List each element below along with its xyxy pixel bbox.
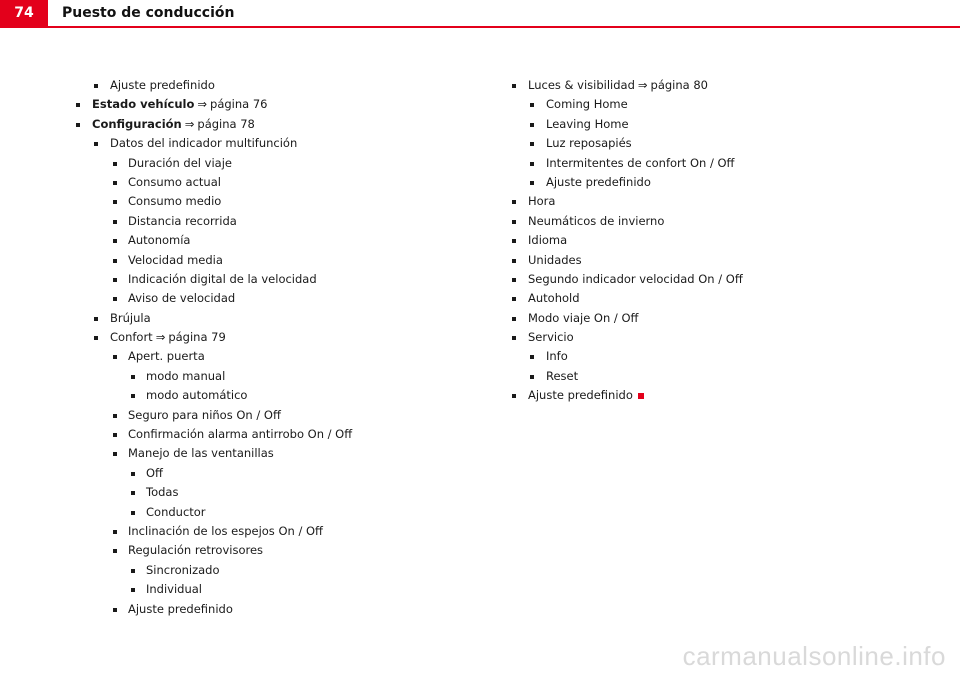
page-title: Puesto de conducción	[62, 5, 235, 21]
right-column	[512, 76, 912, 406]
bullet-icon	[530, 375, 534, 379]
list-item-label: Confort	[110, 330, 153, 345]
bullet-icon	[94, 317, 98, 321]
list-item-label: Modo viaje On / Off	[528, 310, 639, 325]
bullet-icon	[131, 375, 135, 379]
list-item-label: Configuración	[92, 116, 182, 131]
list-item-label: Idioma	[528, 233, 568, 248]
arrow-right-icon: ⇒	[155, 330, 166, 345]
list-item	[76, 309, 456, 328]
list-item	[76, 251, 456, 270]
list-item-label: Off	[146, 465, 163, 480]
bullet-icon	[530, 355, 534, 359]
list-item-text	[546, 97, 628, 111]
list-item	[76, 483, 456, 502]
bullet-icon	[113, 200, 117, 204]
list-item-label: Leaving Home	[546, 116, 629, 131]
list-item-label: Coming Home	[546, 97, 628, 112]
arrow-right-icon: ⇒	[197, 97, 208, 112]
list-item	[76, 386, 456, 405]
list-item-label: Segundo indicador velocidad On / Off	[528, 271, 743, 286]
list-item-text	[128, 175, 221, 189]
list-item	[76, 541, 456, 560]
list-item-label: Inclinación de los espejos On / Off	[128, 523, 323, 538]
list-item-label: Sincronizado	[146, 562, 220, 577]
bullet-icon	[512, 200, 516, 204]
bullet-icon	[94, 336, 98, 340]
list-item	[512, 192, 912, 211]
list-item	[76, 192, 456, 211]
bullet-icon	[131, 394, 135, 398]
bullet-icon	[512, 297, 516, 301]
list-item-text	[110, 136, 297, 150]
list-item	[512, 115, 912, 134]
list-item-text	[546, 117, 629, 131]
list-item	[76, 76, 456, 95]
list-item	[76, 115, 456, 134]
list-item-label: Autonomía	[128, 233, 191, 248]
list-item-label: Ajuste predefinido	[546, 174, 651, 189]
list-item	[76, 561, 456, 580]
bullet-icon	[113, 530, 117, 534]
page-reference: página 78	[197, 116, 255, 131]
bullet-icon	[113, 355, 117, 359]
list-item	[512, 347, 912, 366]
list-item	[512, 270, 912, 289]
list-item-text	[528, 78, 708, 92]
list-item-label: Servicio	[528, 330, 574, 345]
list-item-text	[528, 291, 580, 305]
bullet-icon	[94, 142, 98, 146]
bullet-icon	[131, 511, 135, 515]
list-item-text	[146, 466, 163, 480]
arrow-right-icon: ⇒	[637, 78, 648, 92]
list-item-label: Info	[546, 349, 568, 364]
bullet-icon	[113, 259, 117, 263]
list-item-text	[528, 388, 644, 402]
list-item-label: Consumo medio	[128, 194, 222, 209]
list-item-label: modo manual	[146, 368, 226, 383]
list-item-text	[128, 446, 274, 460]
list-item-text	[546, 369, 578, 383]
list-item-label: Unidades	[528, 252, 582, 267]
list-item-text	[128, 253, 223, 267]
list-item-label: Neumáticos de invierno	[528, 213, 665, 228]
list-item-label: Conductor	[146, 504, 206, 519]
bullet-icon	[113, 433, 117, 437]
bullet-icon	[131, 569, 135, 573]
bullet-icon	[76, 103, 80, 107]
list-item-label: Apert. puerta	[128, 349, 205, 364]
bullet-icon	[512, 317, 516, 321]
arrow-right-icon: ⇒	[184, 116, 195, 131]
bullet-icon	[113, 608, 117, 612]
list-item-label: Datos del indicador multifunción	[110, 136, 298, 151]
list-item-label: Estado vehículo	[92, 97, 195, 112]
bullet-icon	[113, 162, 117, 166]
header-rule	[0, 26, 960, 28]
list-item-label: Velocidad media	[128, 252, 223, 267]
list-item-label: Brújula	[110, 310, 151, 325]
left-column	[76, 76, 456, 619]
page-header	[0, 0, 960, 28]
list-item-label: Todas	[146, 485, 179, 500]
list-item-label: Intermitentes de confort On / Off	[546, 155, 735, 170]
list-item	[512, 76, 912, 95]
list-item	[76, 503, 456, 522]
bullet-icon	[530, 162, 534, 166]
list-item-text	[146, 369, 225, 383]
list-item-text	[528, 194, 555, 208]
list-item	[512, 309, 912, 328]
bullet-icon	[530, 142, 534, 146]
list-item	[76, 425, 456, 444]
list-item-label: modo automático	[146, 388, 248, 403]
list-item-text	[128, 291, 235, 305]
bullet-icon	[512, 278, 516, 282]
list-item	[76, 406, 456, 425]
list-item-label: Luz reposapiés	[546, 136, 632, 151]
list-item-label: Ajuste predefinido	[528, 388, 633, 403]
list-item-label: Ajuste predefinido	[110, 78, 215, 92]
list-item-label: Regulación retrovisores	[128, 543, 264, 558]
page-number: 74	[0, 0, 48, 27]
list-item-text	[128, 349, 205, 363]
list-item-text	[528, 311, 638, 325]
list-item	[512, 134, 912, 153]
bullet-icon	[512, 394, 516, 398]
list-item-label: Reset	[546, 368, 579, 383]
list-item	[76, 580, 456, 599]
list-item-text	[546, 156, 734, 170]
bullet-icon	[512, 220, 516, 224]
page-reference: página 79	[168, 330, 226, 345]
list-item	[76, 134, 456, 153]
bullet-icon	[512, 239, 516, 243]
list-item-text	[546, 136, 632, 150]
bullet-icon	[76, 123, 80, 127]
list-item-text	[128, 194, 221, 208]
list-item-label: Luces & visibilidad	[528, 78, 635, 92]
list-item	[76, 212, 456, 231]
bullet-icon	[131, 491, 135, 495]
list-item-text	[528, 272, 743, 286]
end-square-icon	[638, 393, 644, 399]
list-item-text	[110, 311, 151, 325]
list-item-label: Confirmación alarma antirrobo On / Off	[128, 427, 353, 442]
list-item	[76, 231, 456, 250]
list-item	[512, 95, 912, 114]
list-item	[512, 367, 912, 386]
list-item-text	[110, 330, 226, 344]
list-item-label: Aviso de velocidad	[128, 291, 236, 306]
list-item	[76, 600, 456, 619]
bullet-icon	[113, 220, 117, 224]
list-item-label: Consumo actual	[128, 174, 221, 189]
bullet-icon	[113, 181, 117, 185]
list-item-text	[128, 214, 237, 228]
list-item	[76, 347, 456, 366]
list-item-label: Seguro para niños On / Off	[128, 407, 281, 422]
bullet-icon	[113, 278, 117, 282]
page-reference: página 80	[650, 78, 708, 92]
bullet-icon	[113, 239, 117, 243]
list-item-label: Ajuste predefinido	[128, 601, 233, 616]
list-item	[76, 522, 456, 541]
list-item-text	[146, 505, 206, 519]
watermark: carmanualsonline.info	[682, 641, 946, 671]
list-item-text	[528, 253, 582, 267]
list-item	[76, 328, 456, 347]
bullet-icon	[131, 472, 135, 476]
bullet-icon	[113, 452, 117, 456]
list-item-text	[128, 272, 317, 286]
list-item-text	[128, 408, 281, 422]
list-item-text	[146, 563, 220, 577]
bullet-icon	[113, 549, 117, 553]
page-reference: página 76	[210, 97, 268, 112]
bullet-icon	[131, 588, 135, 592]
list-item	[76, 154, 456, 173]
list-item-text	[110, 78, 215, 92]
list-item	[76, 289, 456, 308]
list-item-label: Duración del viaje	[128, 155, 232, 170]
list-item-text	[528, 233, 567, 247]
bullet-icon	[512, 84, 516, 88]
list-item-text	[92, 97, 267, 111]
list-item-text	[128, 602, 233, 616]
list-item-text	[128, 427, 352, 441]
list-item	[512, 231, 912, 250]
list-item	[512, 289, 912, 308]
list-item	[512, 386, 912, 405]
list-item-text	[128, 543, 263, 557]
list-item	[512, 328, 912, 347]
bullet-icon	[113, 414, 117, 418]
list-item	[76, 444, 456, 463]
list-item-text	[92, 117, 255, 131]
list-item	[512, 212, 912, 231]
list-item-text	[146, 485, 178, 499]
list-item	[76, 270, 456, 289]
list-item-text	[128, 233, 190, 247]
list-item	[512, 154, 912, 173]
list-item-label: Hora	[528, 194, 556, 209]
list-item-text	[546, 349, 568, 363]
list-item	[76, 173, 456, 192]
list-item	[512, 173, 912, 192]
list-item-text	[128, 524, 323, 538]
list-item-text	[528, 214, 664, 228]
bullet-icon	[512, 259, 516, 263]
list-item-text	[146, 388, 247, 402]
list-item	[76, 367, 456, 386]
list-item-text	[146, 582, 202, 596]
list-item	[76, 464, 456, 483]
list-item-label: Individual	[146, 582, 203, 597]
list-item-label: Distancia recorrida	[128, 213, 237, 228]
bullet-icon	[530, 103, 534, 107]
list-item-text	[528, 330, 574, 344]
list-item	[76, 95, 456, 114]
bullet-icon	[113, 297, 117, 301]
list-item-label: Autohold	[528, 291, 580, 306]
list-item	[512, 251, 912, 270]
list-item-text	[546, 175, 651, 189]
bullet-icon	[512, 336, 516, 340]
bullet-icon	[530, 181, 534, 185]
bullet-icon	[530, 123, 534, 127]
list-item-text	[128, 156, 232, 170]
bullet-icon	[94, 84, 98, 88]
list-item-label: Manejo de las ventanillas	[128, 446, 274, 461]
list-item-label: Indicación digital de la velocidad	[128, 271, 317, 286]
